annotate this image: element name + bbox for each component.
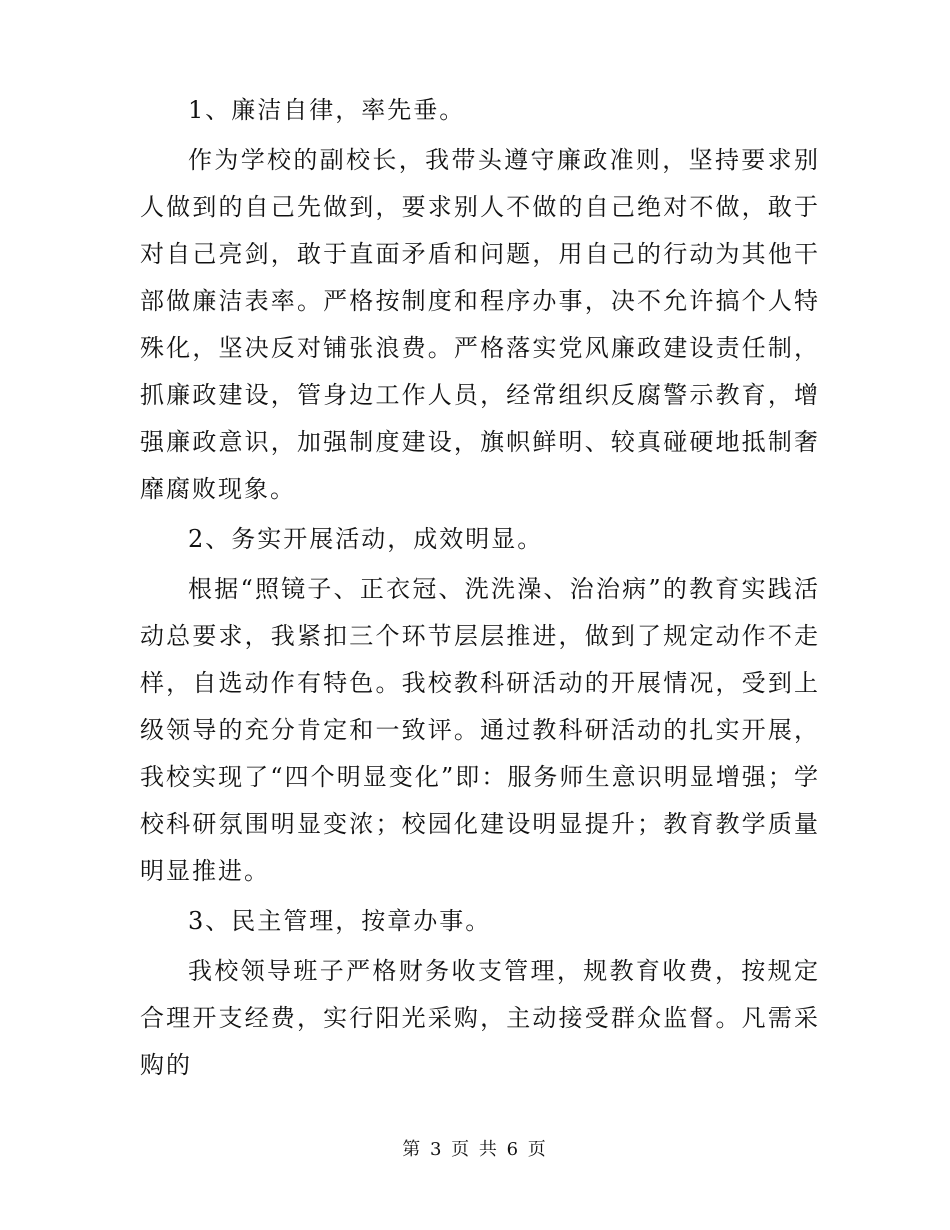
section-paragraph-1: 作为学校的副校长，我带头遵守廉政准则，坚持要求别人做到的自己先做到，要求别人不做的自己绝对不做，敢于对自己亮剑，敢于直面矛盾和问题，用自己的行动为其他干部做廉洁表率。严格按制度和程序办事，决不允许搞个人特殊化，坚决反对铺张浪费。严格落实党风廉政建设责任制，抓廉政建设，管身边工作人员，经常组织反腐警示教育，增强廉政意识，加强制度建设，旗帜鲜明、较真碰硬地抵制奢靡腐败现象。 xyxy=(140,146,820,503)
section-heading-2: 2、务实开展活动，成效明显。 xyxy=(188,525,544,553)
section-paragraph-3: 我校领导班子严格财务收支管理，规教育收费，按规定合理开支经费，实行阳光采购，主动接受群众监督。凡需采购的 xyxy=(140,957,820,1079)
section-heading-1: 1、廉洁自律，率先垂。 xyxy=(188,96,466,124)
section-paragraph-2: 根据“照镜子、正衣冠、洗洗澡、治治病”的教育实践活动总要求，我紧扣三个环节层层推进，做到了规定动作不走样，自选动作有特色。我校教科研活动的开展情况，受到上级领导的充分肯定和一致评。通过教科研活动的扎实开展，我校实现了“四个明显变化”即：服务师生意识明显增强；学校科研氛围明显变浓；校园化建设明显提升；教育教学质量明显推进。 xyxy=(140,575,820,885)
document-body xyxy=(140,87,820,1092)
page-number-footer: 第 3 页 共 6 页 xyxy=(402,1139,548,1160)
section-heading-3: 3、民主管理，按章办事。 xyxy=(188,907,492,935)
